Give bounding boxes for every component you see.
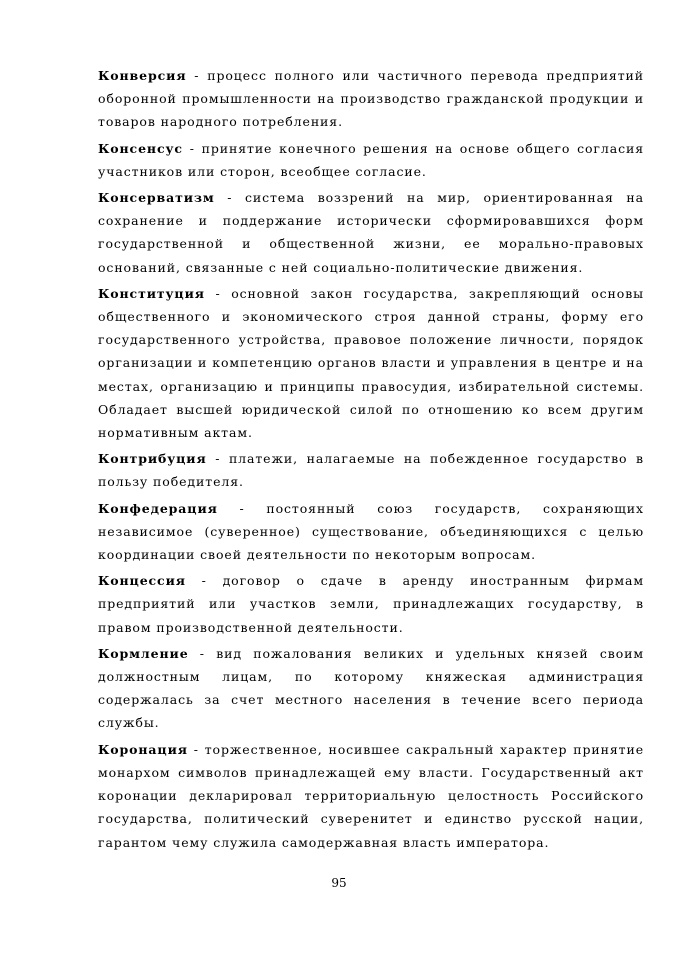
glossary-entry — [98, 186, 644, 279]
glossary-definition: - принятие конечного решения на основе общего согласия участников или сторон, всеобщее согласие. — [98, 140, 644, 179]
glossary-entry — [98, 497, 644, 567]
glossary-term: Конверсия — [98, 68, 187, 83]
glossary-term: Консерватизм — [98, 190, 215, 206]
glossary-entry — [98, 137, 644, 183]
glossary-term: Конфедерация — [98, 500, 218, 516]
glossary-term: Консенсус — [98, 140, 183, 156]
glossary-definition: - вид пожалования великих и удельных князей своим должностным лицам, по которому княжеская администрация содержалась за счет местного населения в течение всего периода службы. — [98, 645, 644, 731]
glossary-entry — [98, 642, 644, 735]
glossary-entry — [98, 64, 644, 134]
glossary-definition: - торжественное, носившее сакральный характер принятие монархом символов принадлежащей ему власти. Государственный акт коронации декларировал территориальную целостность Российского государства, политический суверенитет и единство русской нации, гарантом чему служила самодержавная власть императора. — [98, 741, 644, 850]
glossary-term: Концессия — [98, 573, 186, 589]
glossary-term: Конституция — [98, 285, 205, 301]
glossary-entry — [98, 282, 644, 444]
glossary-definition: - постоянный союз государств, сохраняющих независимое (суверенное) существование, объединяющихся с целью координации своей деятельности по некоторым вопросам. — [98, 500, 644, 563]
glossary-term: Контрибуция — [98, 451, 207, 467]
glossary-entry — [98, 447, 644, 493]
glossary-body — [98, 64, 644, 857]
glossary-definition: - договор о сдаче в аренду иностранным фирмам предприятий или участков земли, принадлежащих государству, в правом производственной деятельности. — [98, 573, 644, 635]
glossary-definition: - процесс полного или частичного перевода предприятий оборонной промышленности на производство гражданской продукции и товаров народного потребления. — [98, 68, 644, 130]
page-number: 95 — [331, 876, 347, 890]
glossary-definition: - система воззрений на мир, ориентированная на сохранение и поддержание исторически сформировавшихся форм государственной и общественной жизни, ее морально-правовых оснований, связанные с ней социально-политические движения. — [98, 190, 644, 275]
glossary-definition: - платежи, налагаемые на побежденное государство в пользу победителя. — [98, 451, 644, 490]
glossary-term: Кормление — [98, 645, 189, 661]
glossary-entry — [98, 569, 644, 639]
glossary-definition: - основной закон государства, закрепляющий основы общественного и экономического строя данной страны, форму его государственного устройства, правовое положение личности, порядок организации и компетенцию органов власти и управления в центре и на местах, организацию и принципы правосудия, избирательной системы. Обладает высшей юридической силой по отношению ко всем другим нормативным актам. — [98, 285, 644, 441]
glossary-entry — [98, 738, 644, 854]
glossary-term: Коронация — [98, 741, 188, 757]
